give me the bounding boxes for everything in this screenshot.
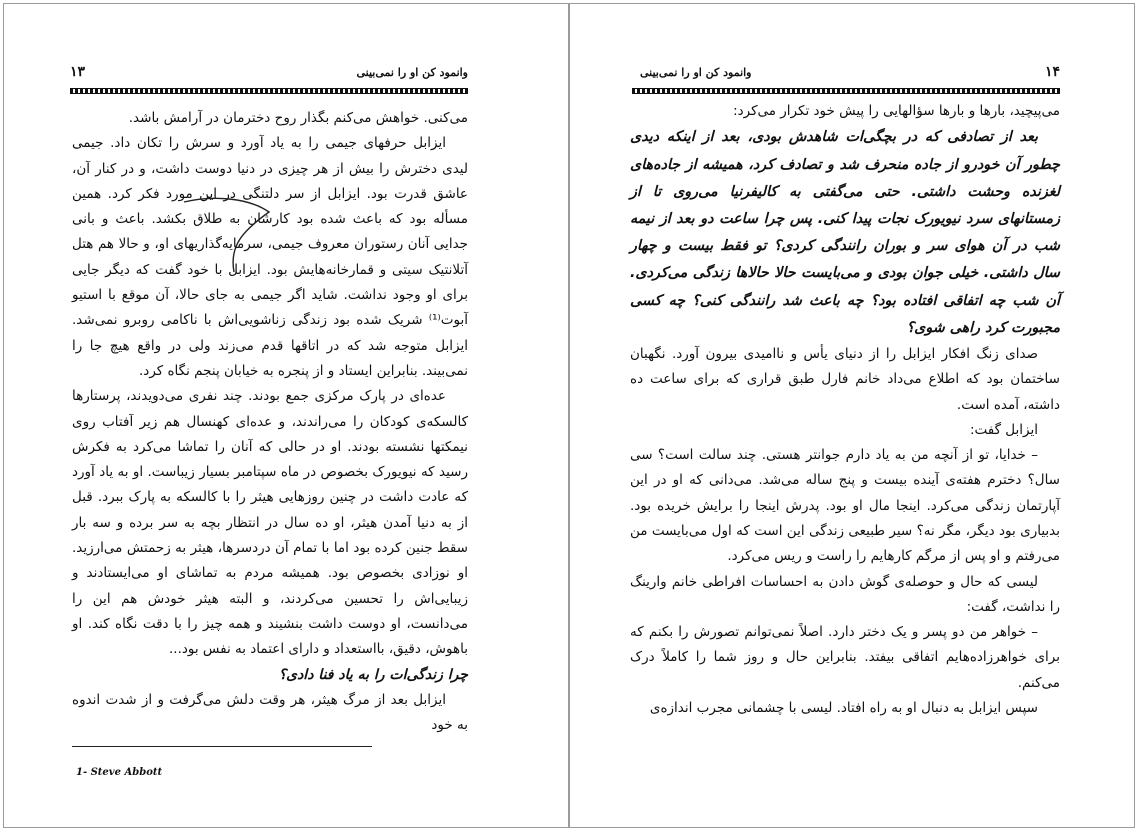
page-number: ۱۳ xyxy=(70,64,86,80)
page-number: ۱۴ xyxy=(1044,64,1060,80)
running-title: وانمود کن او را نمی‌بینی xyxy=(640,66,752,79)
paragraph: لیسی که حال و حوصله‌ی گوش دادن به احساسات افراطی خانم وارینگ را نداشت، گفت: xyxy=(630,573,1060,615)
paragraph: صدای زنگ افکار ایزابل را از دنیای یأس و ناامیدی بیرون آورد. نگهبان ساختمان بود که اطلاع می‌داد خانم فارل طبق قراری که برای ساعت ده داشته، آمده است. xyxy=(630,345,1060,413)
dialogue: – خواهر من دو پسر و یک دختر دارد. اصلاً نمی‌توانم تصورش را بکنم که برای خواهرزاده‌هایم اتفاقی بیفتد. بنابراین حال و روز شما را کاملاً درک می‌کنم. xyxy=(630,624,1060,691)
paragraph: می‌پیچید، بارها و بارها سؤالهایی را پیش خود تکرار می‌کرد: xyxy=(733,103,1060,119)
page-right xyxy=(569,3,1135,828)
paragraph: ایزابل حرفهای جیمی را به یاد آورد و سرش را تکان داد. جیمی لیدی دخترش را بیش از هر چیزی در دنیا دوست داشت، و در کنار آن، عاشق قدرت بود. ایزابل از سر دلتنگی در این مورد فکر کرد. همین مسأله بود که باعث شده بود کارشان به طلاق بکشد. باعث و بانی جدایی آنان رستوران معروف جیمی، سرمایه‌گذاریهای او، و حالا هم هتل آتلانتیک سیتی و قمارخانه‌هایش بود. ایزابل با خود گفت که دیگر جایی برای او وجود نداشت. شاید اگر جیمی به جای حالا، آن موقع با استیو آبوت⁽¹⁾ شریک شده بود زندگی زناشویی‌اش با ناکامی روبرو نمی‌شد. ایزابل متوجه شد که در اتاقها قدم می‌زند ولی در واقع هیچ جا را نمی‌بیند. بنابراین ایستاد و از پنجره به خیابان پنجم نگاه کرد. xyxy=(72,135,468,379)
paragraph: می‌کنی. خواهش می‌کنم بگذار روح دخترمان در آرامش باشد. xyxy=(128,110,468,126)
bold-quote: بعد از تصادفی که در بچگی‌ات شاهدش بودی، بعد از اینکه دیدی چطور آن خودرو از جاده منحرف شد و تصادف کرد، همیشه از جاده‌های لغزنده وحشت داشتی. حتی می‌گفتی به کالیفرنیا می‌روی تا از زمستانهای سرد نیویورک نجات پیدا کنی. پس چرا ساعت دو بعد از نیمه شب در آن هوای سر و بوران رانندگی کردی؟ تو فقط بیست و چهار سال داشتی. خیلی جوان بودی و می‌بایست حالا حالاها زندگی می‌کردی. آن شب چه اتفاقی افتاده بود؟ چه باعث شد رانندگی کنی؟ چه کسی مجبورت کرد راهی شوی؟ xyxy=(630,129,1060,336)
footnote: 1- Steve Abbott xyxy=(76,767,163,778)
page-header xyxy=(70,64,468,86)
page-header xyxy=(632,64,1060,86)
page-left xyxy=(3,3,569,828)
header-rule xyxy=(70,88,468,94)
paragraph: عده‌ای در پارک مرکزی جمع بودند. چند نفری می‌دویدند، پرستارها کالسکه‌ی کودکان را می‌راندند، و عده‌ای کهنسال هم زیر آفتاب روی نیمکتها نشسته بودند. او در حالی که آنان را تماشا می‌کرد به فکرش رسید که نیویورک بخصوص در ماه سپتامبر بسیار زیباست. او به یاد آورد که عادت داشت در چنین روزهایی هیثر را با کالسکه به پارک ببرد. قبل از به دنیا آمدن هیثر، او ده سال در انتظار بچه به سر برده و سه بار سقط جنین کرده بود اما با تمام آن دردسرها، هیثر به زحمتش می‌ارزید. او نوزادی بخصوص بود. همیشه مردم به تماشای او می‌ایستادند و زیبایی‌اش را تحسین می‌کردند، و البته هیثر خودش هم این را می‌دانست، او دوست داشت بنشیند و همه چیز را با دقت نگاه کند. او باهوش، دقیق، بااستعداد و دارای اعتماد به نفس بود... xyxy=(72,388,468,658)
paragraph: سپس ایزابل به دنبال او به راه افتاد. لیسی با چشمانی مجرب اندازه‌ی xyxy=(649,700,1038,717)
page-body xyxy=(72,106,468,738)
paragraph: ایزابل گفت: xyxy=(969,421,1038,438)
footnote-separator xyxy=(72,746,372,747)
header-rule xyxy=(632,88,1060,94)
dialogue: – خدایا، تو از آنچه من به یاد دارم جوانتر هستی. چند سالت است؟ سی سال؟ دخترم هفته‌ی آینده بیست و پنج ساله می‌شد. می‌دانی که او در این آپارتمان زندگی می‌کرد. اینجا مال او بود. پدرش اینجا را برایش خریده بود. بدبیاری بود دیگر، مگر نه؟ سیر طبیعی زندگی این است که اول می‌بایست من می‌رفتم و او پس از مرگم کارهایم را راست و ریس می‌کرد. xyxy=(630,447,1060,565)
page-body xyxy=(630,99,1060,721)
paragraph: ایزابل بعد از مرگ هیثر، هر وقت دلش می‌گرفت و از شدت اندوه به خود xyxy=(72,691,468,734)
running-title: وانمود کن او را نمی‌بینی xyxy=(356,66,468,79)
section-heading: چرا زندگی‌ات را به یاد فنا دادی؟ xyxy=(278,666,468,683)
